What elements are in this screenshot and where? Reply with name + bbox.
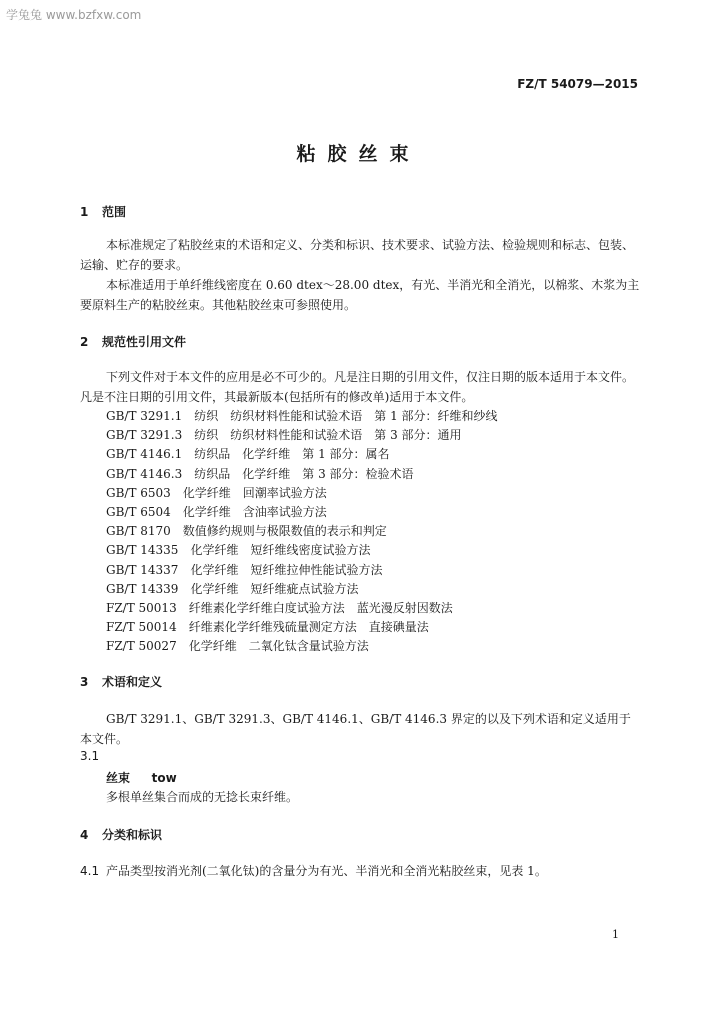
reference-item: GB/T 3291.3 纺织 纺织材料性能和试验术语 第 3 部分：通用 xyxy=(106,428,462,443)
section-1-paragraph-1: 本标准规定了粘胶丝束的术语和定义、分类和标识、技术要求、试验方法、检验规则和标志、包装、运输、贮存的要求。 xyxy=(80,238,635,272)
section-number: 2 xyxy=(80,335,89,349)
term-chinese: 丝束 xyxy=(106,771,131,785)
term-definition: 多根单丝集合而成的无捻长束纤维。 xyxy=(106,790,299,804)
section-2-paragraph-1: 下列文件对于本文件的应用是必不可少的。凡是注日期的引用文件，仅注日期的版本适用于本文件。凡是不注日期的引用文件，其最新版本(包括所有的修改单)适用于本文件。 xyxy=(80,370,635,404)
reference-item: GB/T 14335 化学纤维 短纤维线密度试验方法 xyxy=(106,543,371,558)
subsection-3-1-number: 3.1 xyxy=(80,749,100,763)
reference-item: GB/T 4146.3 纺织品 化学纤维 第 3 部分：检验术语 xyxy=(106,466,414,481)
section-4-heading xyxy=(80,826,162,843)
reference-item: GB/T 8170 数值修约规则与极限数值的表示和判定 xyxy=(106,524,387,539)
section-title: 范围 xyxy=(102,205,127,219)
section-3-heading xyxy=(80,673,162,690)
section-number: 1 xyxy=(80,205,89,219)
page-number: 1 xyxy=(612,928,619,941)
section-title: 术语和定义 xyxy=(102,675,163,689)
term-entry xyxy=(106,769,177,786)
section-number: 4 xyxy=(80,828,89,842)
section-2-heading xyxy=(80,333,186,350)
reference-item: GB/T 6503 化学纤维 回潮率试验方法 xyxy=(106,485,327,500)
subsection-text: 产品类型按消光剂(二氧化钛)的含量分为有光、半消光和全消光粘胶丝束，见表 1。 xyxy=(106,864,547,878)
section-1-paragraph-2: 本标准适用于单纤维线密度在 0.60 dtex～28.00 dtex，有光、半消光和全消光，以棉浆、木浆为主要原料生产的粘胶丝束。其他粘胶丝束可参照使用。 xyxy=(80,278,640,312)
section-1-heading xyxy=(80,203,126,220)
watermark: 学兔兔 www.bzfxw.com xyxy=(6,8,142,22)
reference-item: FZ/T 50013 纤维素化学纤维白度试验方法 蓝光漫反射因数法 xyxy=(106,600,453,615)
section-number: 3 xyxy=(80,675,89,689)
reference-item: GB/T 4146.1 纺织品 化学纤维 第 1 部分：属名 xyxy=(106,447,390,462)
reference-item: GB/T 14337 化学纤维 短纤维拉伸性能试验方法 xyxy=(106,562,383,577)
subsection-4-1 xyxy=(80,862,547,879)
term-english: tow xyxy=(151,771,177,785)
subsection-number: 4.1 xyxy=(80,864,100,878)
section-3-paragraph-1: GB/T 3291.1、GB/T 3291.3、GB/T 4146.1、GB/T 4146.3 界定的以及下列术语和定义适用于本文件。 xyxy=(80,712,631,746)
document-title: 粘胶丝束 xyxy=(296,143,421,165)
reference-item: GB/T 3291.1 纺织 纺织材料性能和试验术语 第 1 部分：纤维和纱线 xyxy=(106,409,498,423)
standard-code: FZ/T 54079—2015 xyxy=(517,77,638,91)
reference-item: FZ/T 50014 纤维素化学纤维残硫量测定方法 直接碘量法 xyxy=(106,620,429,635)
section-title: 规范性引用文件 xyxy=(102,335,187,349)
reference-item: GB/T 6504 化学纤维 含油率试验方法 xyxy=(106,504,327,519)
reference-item: GB/T 14339 化学纤维 短纤维疵点试验方法 xyxy=(106,581,359,596)
normative-reference-list xyxy=(106,407,498,656)
reference-item: FZ/T 50027 化学纤维 二氧化钛含量试验方法 xyxy=(106,639,369,654)
section-title: 分类和标识 xyxy=(102,828,163,842)
